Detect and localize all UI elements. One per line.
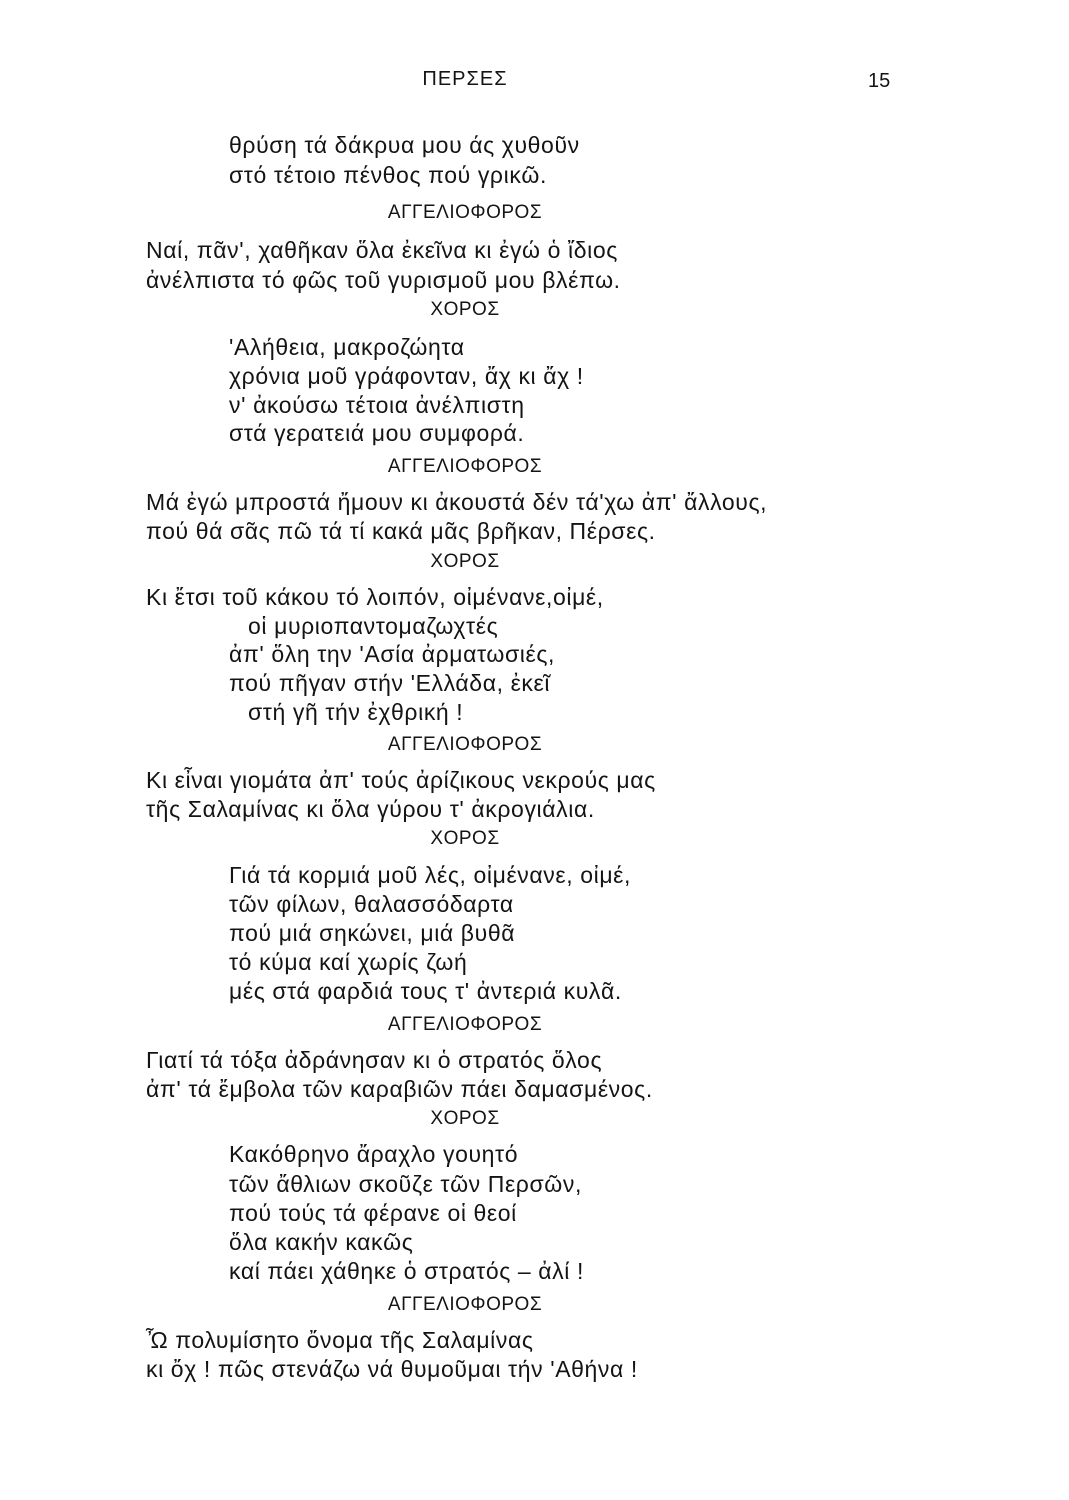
verse-line: Ναί, πᾶν', χαθῆκαν ὅλα ἐκεῖνα κι ἐγώ ὁ ἴδιος: [146, 237, 618, 263]
verse-line: Κι εἶναι γιομάτα ἀπ' τούς ἀρίζικους νεκρούς μας: [146, 767, 656, 793]
verse-line: πού μιά σηκώνει, μιά βυθᾶ: [229, 920, 516, 946]
verse-line: Κακόθρηνο ἄραχλο γουητό: [229, 1141, 519, 1167]
verse-line: πού θά σᾶς πῶ τά τί κακά μᾶς βρῆκαν, Πέρσες.: [146, 518, 656, 544]
verse-line: στή γῆ τήν ἐχθρική !: [248, 699, 464, 725]
verse-line: Κι ἔτσι τοῦ κάκου τό λοιπόν, οἰμένανε,οἰμέ,: [146, 584, 604, 610]
speaker-label: ΑΓΓΕΛΙΟΦΟΡΟΣ: [387, 1014, 543, 1035]
speaker-label: ΑΓΓΕΛΙΟΦΟΡΟΣ: [387, 734, 543, 755]
verse-line: τό κύμα καί χωρίς ζωή: [229, 949, 468, 975]
verse-line: ἀπ' τά ἔμβολα τῶν καραβιῶν πάει δαμασμένος.: [146, 1076, 653, 1102]
speaker-label: ΧΟΡΟΣ: [430, 551, 500, 572]
speaker-label: ΑΓΓΕΛΙΟΦΟΡΟΣ: [387, 202, 543, 223]
verse-line: θρύση τά δάκρυα μου άς χυθοῦν: [229, 132, 580, 158]
verse-line: Μά ἐγώ μπροστά ἤμουν κι ἀκουστά δέν τά'χω ἀπ' ἄλλους,: [146, 489, 768, 515]
verse-line: στό τέτοιο πένθος πού γρικῶ.: [229, 162, 547, 188]
verse-line: ἀπ' ὅλη την 'Ασία ἀρματωσιές,: [229, 641, 555, 667]
verse-line: Ὦ πολυμίσητο ὄνομα τῆς Σαλαμίνας: [146, 1327, 534, 1353]
verse-line: Γιατί τά τόξα ἀδράνησαν κι ὁ στρατός ὅλος: [146, 1047, 603, 1073]
verse-line: τῶν ἄθλιων σκοῦζε τῶν Περσῶν,: [229, 1171, 582, 1197]
verse-line: μές στά φαρδιά τους τ' ἀντεριά κυλᾶ.: [229, 978, 622, 1004]
verse-line: ν' ἀκούσω τέτοια ἀνέλπιστη: [229, 392, 525, 418]
verse-line: Γιά τά κορμιά μοῦ λές, οἰμένανε, οἰμέ,: [229, 862, 632, 888]
verse-line: κι ὄχ ! πῶς στενάζω νά θυμοῦμαι τήν 'Αθήνα !: [146, 1356, 638, 1382]
speaker-label: ΑΓΓΕΛΙΟΦΟΡΟΣ: [387, 1294, 543, 1315]
verse-line: 'Αλήθεια, μακροζώητα: [229, 334, 465, 360]
verse-line: τῆς Σαλαμίνας κι ὅλα γύρου τ' ἀκρογιάλια.: [146, 796, 595, 822]
running-title: ΠΕΡΣΕΣ: [422, 68, 508, 90]
verse-line: στά γερατειά μου συμφορά.: [229, 420, 525, 446]
verse-line: πού πῆγαν στήν 'Ελλάδα, ἐκεῖ: [229, 670, 551, 696]
verse-line: οἱ μυριοπαντομαζωχτές: [248, 613, 499, 639]
verse-line: χρόνια μοῦ γράφονταν, ἄχ κι ἄχ !: [229, 363, 584, 389]
speaker-label: ΧΟΡΟΣ: [430, 828, 500, 849]
verse-line: πού τούς τά φέρανε οἱ θεοί: [229, 1200, 517, 1226]
speaker-label: ΧΟΡΟΣ: [430, 1108, 500, 1129]
speaker-label: ΧΟΡΟΣ: [430, 299, 500, 320]
verse-line: τῶν φίλων, θαλασσόδαρτα: [229, 891, 514, 917]
verse-line: ἀνέλπιστα τό φῶς τοῦ γυρισμοῦ μου βλέπω.: [146, 267, 621, 293]
verse-line: καί πάει χάθηκε ὁ στρατός – ἀλί !: [229, 1258, 584, 1284]
page-number: 15: [868, 70, 891, 92]
speaker-label: ΑΓΓΕΛΙΟΦΟΡΟΣ: [387, 456, 543, 477]
verse-line: ὅλα κακήν κακῶς: [229, 1229, 414, 1255]
